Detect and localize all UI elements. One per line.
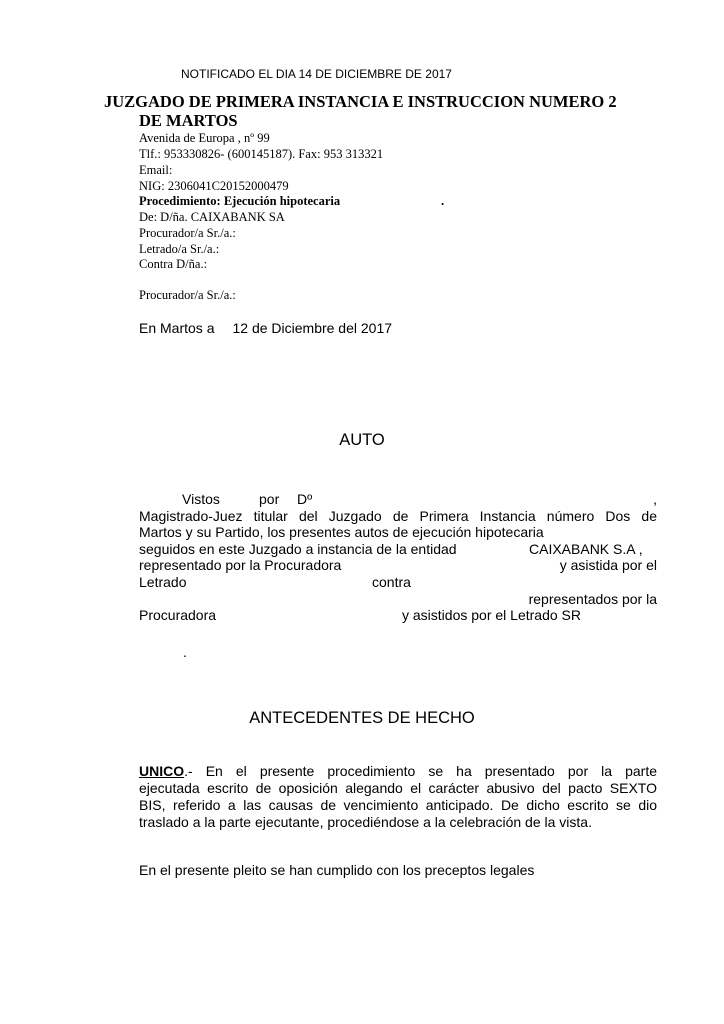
date-prefix: En Martos a	[139, 320, 215, 336]
vistos-line-5-right: y asistida por el	[559, 557, 657, 573]
date-value: 12 de Diciembre del 2017	[232, 320, 393, 336]
vistos-word: Vistos	[182, 491, 220, 507]
court-address: Avenida de Europa , nº 99	[139, 131, 270, 145]
letrado-plaintiff: Letrado/a Sr./a.:	[139, 242, 220, 256]
antecedentes-heading: ANTECEDENTES DE HECHO	[249, 709, 475, 727]
unico-line-3: BIS, referido a las causas de vencimiento anticipado. De dicho escrito se dio	[139, 797, 657, 813]
vistos-don: Dº	[297, 491, 313, 507]
unico-label: UNICO	[139, 763, 185, 779]
procurador-plaintiff: Procurador/a Sr./a.:	[139, 226, 236, 240]
vistos-line-3: Martos y su Partido, los presentes autos de ejecución hipotecaria	[139, 524, 544, 540]
vistos-line-8-right: y asistidos por el Letrado SR	[402, 607, 581, 623]
vistos-line-4-entity: CAIXABANK S.A ,	[529, 541, 643, 557]
procurador-defendant: Procurador/a Sr./a.:	[139, 288, 236, 302]
procedure-dot: .	[441, 194, 445, 208]
vistos-line-8-left: Procuradora	[139, 607, 217, 623]
unico-line-1	[139, 763, 657, 779]
court-phone-fax: Tlf.: 953330826- (600145187). Fax: 953 313321	[139, 147, 384, 161]
vistos-comma: ,	[653, 491, 657, 507]
court-name-line-1: JUZGADO DE PRIMERA INSTANCIA E INSTRUCCION NUMERO 2	[104, 92, 617, 111]
auto-heading: AUTO	[339, 431, 385, 449]
notification-line: NOTIFICADO EL DIA 14 DE DICIEMBRE DE 2017	[181, 67, 452, 81]
plaintiff: De: D/ña. CAIXABANK SA	[139, 210, 285, 224]
date-line	[139, 320, 392, 336]
unico-line-2: ejecutada escrito de oposición alegando el carácter abusivo del pacto SEXTO	[139, 780, 657, 796]
defendant: Contra D/ña.:	[139, 257, 208, 271]
procedure-type	[139, 194, 340, 209]
vistos-line-6-left: Letrado	[139, 574, 187, 590]
vistos-line-4-left: seguidos en este Juzgado a instancia de la entidad	[139, 541, 457, 557]
unico-line-1-text: .- En el presente procedimiento se ha presentado por la parte	[184, 763, 657, 779]
nig-number: NIG: 2306041C20152000479	[139, 179, 289, 193]
vistos-line-7-right: representados por la	[528, 591, 657, 607]
court-name-line-2: DE MARTOS	[139, 111, 238, 130]
court-email: Email:	[139, 163, 173, 177]
final-line: En el presente pleito se han cumplido con los preceptos legales	[139, 862, 535, 878]
vistos-line-2: Magistrado-Juez titular del Juzgado de Primera Instancia número Dos de	[139, 508, 657, 524]
vistos-por: por	[259, 491, 280, 507]
unico-line-4: traslado a la parte ejecutante, procediéndose a la celebración de la vista.	[139, 814, 592, 830]
vistos-line-6-contra: contra	[372, 574, 411, 590]
vistos-line-5-left: representado por la Procuradora	[139, 557, 342, 573]
procedure-type-text: Procedimiento: Ejecución hipotecaria	[139, 194, 341, 208]
vistos-dot: .	[183, 644, 187, 660]
